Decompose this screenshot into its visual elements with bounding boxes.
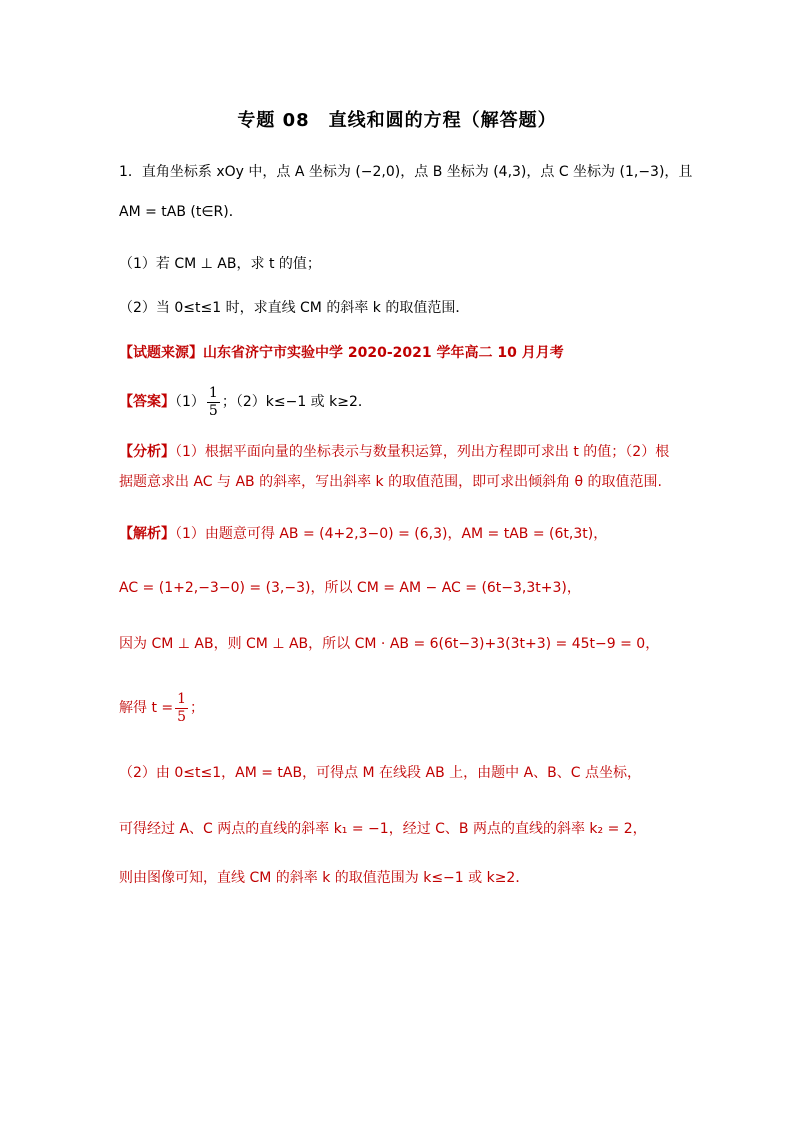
analysis-text-1: （1）根据平面向量的坐标表示与数量积运算，列出方程即可求出 t 的值；（2）根 [175, 444, 670, 460]
solution-fraction [175, 691, 188, 726]
solution-line-6: 可得经过 A、C 两点的直线的斜率 k₁ = −1，经过 C、B 两点的直线的斜率 k₂ = 2， [119, 821, 647, 837]
analysis-label: 【分析】 [119, 444, 175, 460]
analysis-line-1 [119, 442, 669, 462]
source-label: 【试题来源】 [119, 345, 203, 361]
solution-fraction-denominator: 5 [177, 708, 187, 725]
source-text: 山东省济宁市实验中学 2020-2021 学年高二 10 月月考 [203, 345, 564, 361]
question-line-1: 1．直角坐标系 xOy 中，点 A 坐标为 (−2,0)，点 B 坐标为 (4,3)，点 C 坐标为 (1,−3)，且 [119, 164, 693, 180]
answer-label: 【答案】 [119, 394, 175, 410]
answer-text-a: （1） [175, 394, 205, 410]
question-line-2: AM = tAB (t∈R)． [119, 204, 243, 220]
solution-line-4 [119, 688, 204, 728]
question-part-1: （1）若 CM ⊥ AB，求 t 的值； [119, 256, 321, 272]
solution-label: 【解析】 [119, 526, 175, 542]
solution-text-4a: 解得 t = [119, 700, 174, 716]
answer-fraction [207, 385, 220, 420]
solution-line-1 [119, 524, 607, 544]
answer-text-b: ；（2）k≤−1 或 k≥2． [221, 394, 372, 410]
answer-fraction-denominator: 5 [208, 402, 218, 419]
analysis-line-2: 据题意求出 AC 与 AB 的斜率，写出斜率 k 的取值范围，即可求出倾斜角 θ 的取值范围. [119, 474, 663, 490]
solution-line-2: AC = (1+2,−3−0) = (3,−3)，所以 CM = AM − AC = (6t−3,3t+3)， [119, 580, 581, 596]
solution-line-5: （2）由 0≤t≤1，AM = tAB，可得点 M 在线段 AB 上，由题中 A、B、C 点坐标， [119, 765, 641, 781]
solution-text-4b: ； [190, 700, 205, 716]
solution-fraction-numerator: 1 [177, 690, 187, 707]
solution-line-7: 则由图像可知，直线 CM 的斜率 k 的取值范围为 k≤−1 或 k≥2． [119, 870, 530, 886]
source-row [119, 343, 564, 363]
answer-fraction-numerator: 1 [208, 384, 218, 401]
answer-row [119, 382, 372, 422]
solution-text-1: （1）由题意可得 AB = (4+2,3−0) = (6,3)，AM = tAB = (6t,3t)， [175, 526, 608, 542]
solution-line-3: 因为 CM ⊥ AB，则 CM ⊥ AB，所以 CM · AB = 6(6t−3)+3(3t+3) = 45t−9 = 0， [119, 636, 660, 652]
question-part-2: （2）当 0≤t≤1 时，求直线 CM 的斜率 k 的取值范围． [119, 300, 470, 316]
page-title: 专题 08 直线和圆的方程（解答题） [237, 110, 557, 131]
